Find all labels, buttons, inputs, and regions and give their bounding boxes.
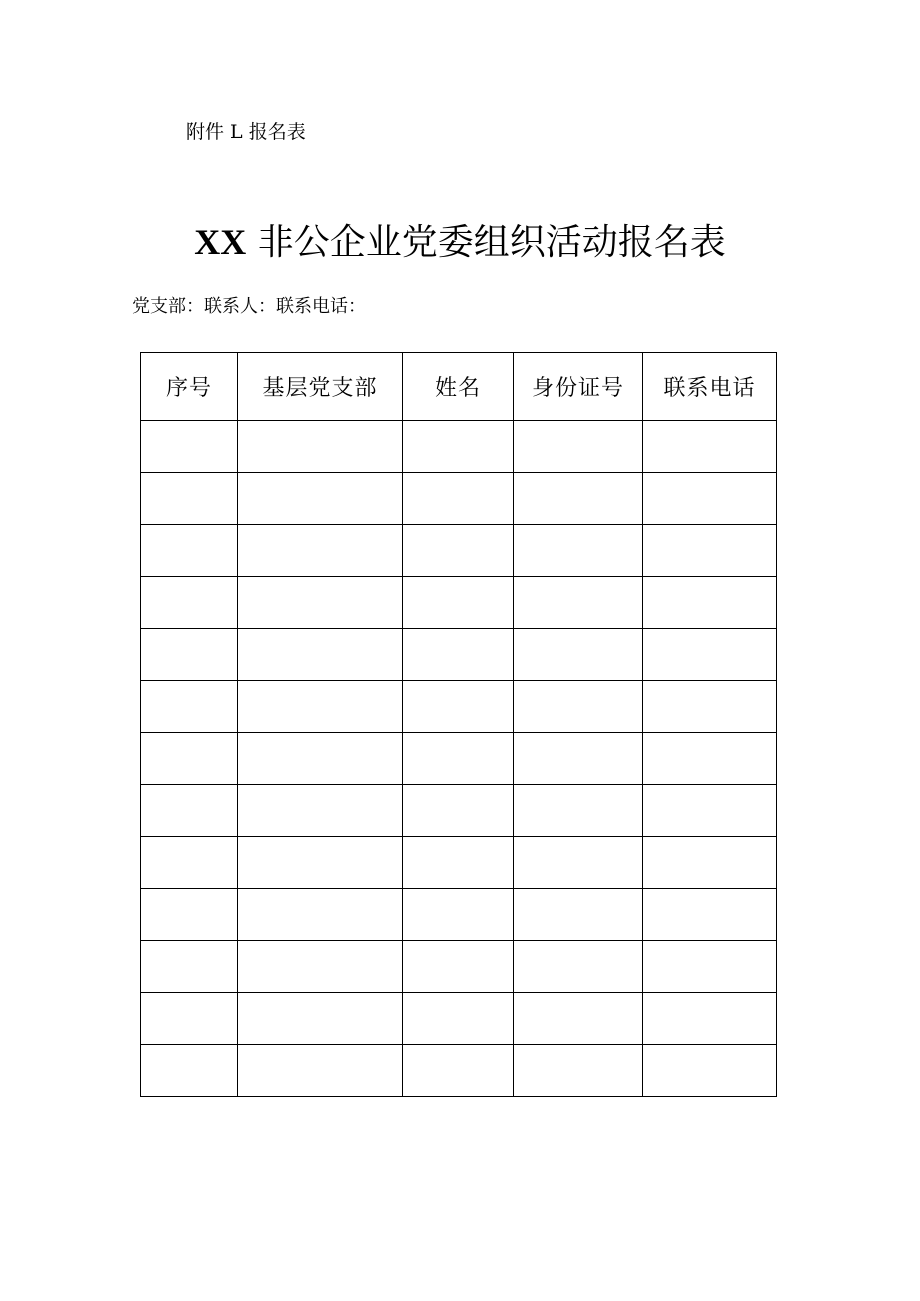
cell-serial-number[interactable] — [141, 733, 238, 785]
table-row — [141, 1045, 777, 1097]
cell-phone[interactable] — [643, 733, 777, 785]
table-row — [141, 889, 777, 941]
cell-phone[interactable] — [643, 421, 777, 473]
cell-serial-number[interactable] — [141, 681, 238, 733]
cell-party-branch[interactable] — [238, 577, 403, 629]
table-row — [141, 837, 777, 889]
table-row — [141, 681, 777, 733]
cell-name[interactable] — [403, 993, 514, 1045]
cell-party-branch[interactable] — [238, 993, 403, 1045]
cell-phone[interactable] — [643, 837, 777, 889]
cell-id-number[interactable] — [514, 577, 643, 629]
cell-phone[interactable] — [643, 577, 777, 629]
cell-serial-number[interactable] — [141, 1045, 238, 1097]
cell-serial-number[interactable] — [141, 785, 238, 837]
cell-id-number[interactable] — [514, 733, 643, 785]
cell-phone[interactable] — [643, 473, 777, 525]
registration-table — [140, 352, 777, 1097]
cell-name[interactable] — [403, 473, 514, 525]
cell-id-number[interactable] — [514, 1045, 643, 1097]
cell-party-branch[interactable] — [238, 629, 403, 681]
cell-serial-number[interactable] — [141, 473, 238, 525]
document-title — [0, 218, 920, 267]
cell-phone[interactable] — [643, 941, 777, 993]
header-serial-number: 序号 — [141, 353, 238, 421]
table-row — [141, 785, 777, 837]
cell-name[interactable] — [403, 785, 514, 837]
cell-serial-number[interactable] — [141, 577, 238, 629]
cell-party-branch[interactable] — [238, 1045, 403, 1097]
cell-phone[interactable] — [643, 993, 777, 1045]
cell-phone[interactable] — [643, 525, 777, 577]
header-id-number: 身份证号 — [514, 353, 643, 421]
cell-party-branch[interactable] — [238, 941, 403, 993]
cell-id-number[interactable] — [514, 421, 643, 473]
cell-serial-number[interactable] — [141, 629, 238, 681]
contact-info-line: 党支部：联系人：联系电话： — [132, 296, 366, 317]
title-text: 非公企业党委组织活动报名表 — [257, 222, 726, 263]
table-row — [141, 473, 777, 525]
table-row — [141, 993, 777, 1045]
table-row — [141, 525, 777, 577]
cell-id-number[interactable] — [514, 629, 643, 681]
cell-phone[interactable] — [643, 1045, 777, 1097]
cell-name[interactable] — [403, 1045, 514, 1097]
cell-name[interactable] — [403, 525, 514, 577]
table-row — [141, 629, 777, 681]
cell-id-number[interactable] — [514, 837, 643, 889]
cell-serial-number[interactable] — [141, 993, 238, 1045]
cell-name[interactable] — [403, 577, 514, 629]
cell-serial-number[interactable] — [141, 525, 238, 577]
cell-id-number[interactable] — [514, 785, 643, 837]
cell-id-number[interactable] — [514, 941, 643, 993]
cell-id-number[interactable] — [514, 473, 643, 525]
cell-name[interactable] — [403, 837, 514, 889]
title-prefix: XX — [194, 222, 247, 262]
cell-party-branch[interactable] — [238, 525, 403, 577]
cell-phone[interactable] — [643, 889, 777, 941]
cell-name[interactable] — [403, 941, 514, 993]
table-row — [141, 577, 777, 629]
cell-serial-number[interactable] — [141, 941, 238, 993]
cell-id-number[interactable] — [514, 993, 643, 1045]
table-row — [141, 733, 777, 785]
attachment-label: 附件 L 报名表 — [186, 121, 306, 143]
cell-serial-number[interactable] — [141, 889, 238, 941]
table-row — [141, 941, 777, 993]
cell-party-branch[interactable] — [238, 473, 403, 525]
header-party-branch: 基层党支部 — [238, 353, 403, 421]
cell-party-branch[interactable] — [238, 681, 403, 733]
table-row — [141, 421, 777, 473]
table-body — [141, 421, 777, 1097]
header-phone: 联系电话 — [643, 353, 777, 421]
cell-serial-number[interactable] — [141, 421, 238, 473]
cell-id-number[interactable] — [514, 681, 643, 733]
cell-party-branch[interactable] — [238, 837, 403, 889]
cell-phone[interactable] — [643, 785, 777, 837]
cell-phone[interactable] — [643, 629, 777, 681]
header-name: 姓名 — [403, 353, 514, 421]
cell-name[interactable] — [403, 889, 514, 941]
cell-party-branch[interactable] — [238, 785, 403, 837]
cell-phone[interactable] — [643, 681, 777, 733]
cell-id-number[interactable] — [514, 889, 643, 941]
cell-name[interactable] — [403, 421, 514, 473]
cell-party-branch[interactable] — [238, 421, 403, 473]
cell-serial-number[interactable] — [141, 837, 238, 889]
cell-party-branch[interactable] — [238, 733, 403, 785]
cell-name[interactable] — [403, 681, 514, 733]
cell-name[interactable] — [403, 629, 514, 681]
table-header-row — [141, 353, 777, 421]
cell-id-number[interactable] — [514, 525, 643, 577]
cell-party-branch[interactable] — [238, 889, 403, 941]
cell-name[interactable] — [403, 733, 514, 785]
